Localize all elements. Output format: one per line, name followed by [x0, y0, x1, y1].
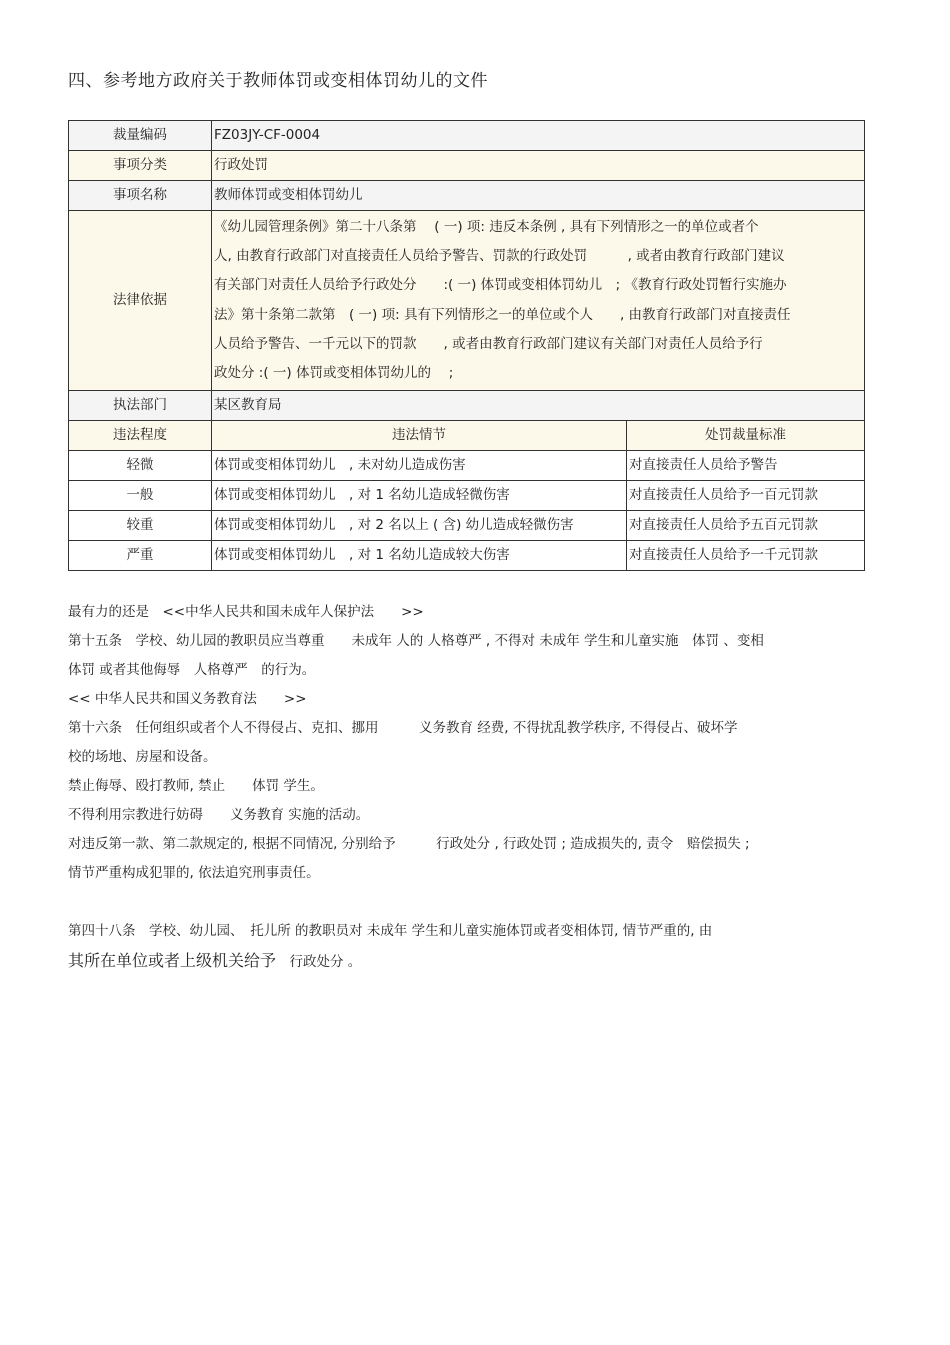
circumstance-cell: 体罚或变相体罚幼儿 , 对 1 名幼儿造成轻微伤害 [212, 481, 627, 511]
circumstance-cell: 体罚或变相体罚幼儿 , 对 1 名幼儿造成较大伤害 [212, 541, 627, 571]
paragraph: 禁止侮辱、殴打教师, 禁止 体罚 学生。 [68, 778, 324, 794]
circumstance-cell: 体罚或变相体罚幼儿 , 对 2 名以上 ( 含) 幼儿造成轻微伤害 [212, 511, 627, 541]
legal-basis-line: 人, 由教育行政部门对直接责任人员给予警告、罚款的行政处罚 , 或者由教育行政部门建议 [214, 248, 785, 265]
table-row [69, 391, 865, 421]
article-48-main: 其所在单位或者上级机关给予 [68, 951, 277, 970]
standard-cell: 对直接责任人员给予一千元罚款 [627, 541, 865, 571]
standard-cell: 对直接责任人员给予一百元罚款 [627, 481, 865, 511]
item-name-value: 教师体罚或变相体罚幼儿 [212, 181, 865, 211]
legal-basis-line: 人员给予警告、一千元以下的罚款 , 或者由教育行政部门建议有关部门对责任人员给予行 [214, 335, 763, 352]
legal-basis-line: 政处分 :( 一) 体罚或变相体罚幼儿的 ; [214, 365, 454, 382]
legal-basis-line: 《幼儿园管理条例》第二十八条第 ( 一) 项: 违反本条例 , 具有下列情形之一的单位或者个 [214, 219, 759, 235]
department-value: 某区教育局 [212, 391, 865, 421]
legal-basis-line: 有关部门对责任人员给予行政处分 :( 一) 体罚或变相体罚幼儿 ; 《教育行政处罚暂行实施办 [214, 277, 787, 294]
table-row [69, 211, 865, 391]
category-label: 事项分类 [69, 151, 212, 181]
department-label: 执法部门 [69, 391, 212, 421]
paragraph: 情节严重构成犯罪的, 依法追究刑事责任。 [68, 865, 320, 881]
paragraph: 第十六条 任何组织或者个人不得侵占、克扣、挪用 义务教育 经费, 不得扰乱教学秩序, 不得侵占、破坏学 [68, 720, 738, 736]
penalty-discretion-table [68, 120, 865, 571]
code-value: FZ03JY-CF-0004 [212, 121, 865, 151]
paragraph: 不得利用宗教进行妨碍 义务教育 实施的活动。 [68, 807, 370, 823]
table-row [69, 121, 865, 151]
paragraph: 对违反第一款、第二款规定的, 根据不同情况, 分别给予 行政处分 , 行政处罚 ; 造成损失的, 责令 赔偿损失 ; [68, 836, 750, 852]
table-header-row [69, 421, 865, 451]
level-cell: 较重 [69, 511, 212, 541]
category-value: 行政处罚 [212, 151, 865, 181]
article-48-line [68, 946, 868, 977]
level-cell: 严重 [69, 541, 212, 571]
table-row [69, 181, 865, 211]
legal-basis-line: 法》第十条第二款第 ( 一) 项: 具有下列情形之一的单位或个人 , 由教育行政部门对直接责任 [214, 306, 791, 323]
level-header: 违法程度 [69, 421, 212, 451]
table-row [69, 541, 865, 571]
standard-header: 处罚裁量标准 [627, 421, 865, 451]
table-row [69, 511, 865, 541]
paragraph: 体罚 或者其他侮辱 人格尊严 的行为。 [68, 662, 316, 678]
paragraph: << 中华人民共和国义务教育法 >> [68, 691, 307, 707]
circumstance-cell: 体罚或变相体罚幼儿 , 未对幼儿造成伤害 [212, 451, 627, 481]
level-cell: 一般 [69, 481, 212, 511]
item-name-label: 事项名称 [69, 181, 212, 211]
body-text [68, 598, 868, 977]
table-row [69, 451, 865, 481]
standard-cell: 对直接责任人员给予五百元罚款 [627, 511, 865, 541]
paragraph: 最有力的还是 <<中华人民共和国未成年人保护法 >> [68, 604, 424, 620]
legal-basis-text [212, 211, 865, 391]
article-48-tail: 行政处分 。 [276, 954, 362, 970]
section-heading: 四、参考地方政府关于教师体罚或变相体罚幼儿的文件 [68, 71, 488, 91]
article-48-line: 第四十八条 学校、幼儿园、 托儿所 的教职员对 未成年 学生和儿童实施体罚或者变相体罚, 情节严重的, 由 [68, 923, 713, 939]
circumstance-header: 违法情节 [212, 421, 627, 451]
paragraph: 校的场地、房屋和设备。 [68, 749, 217, 765]
legal-basis-label: 法律依据 [69, 211, 212, 391]
code-label: 裁量编码 [69, 121, 212, 151]
paragraph: 第十五条 学校、幼儿园的教职员应当尊重 未成年 人的 人格尊严 , 不得对 未成年 学生和儿童实施 体罚 、变相 [68, 633, 764, 649]
standard-cell: 对直接责任人员给予警告 [627, 451, 865, 481]
table-row [69, 481, 865, 511]
table-row [69, 151, 865, 181]
level-cell: 轻微 [69, 451, 212, 481]
